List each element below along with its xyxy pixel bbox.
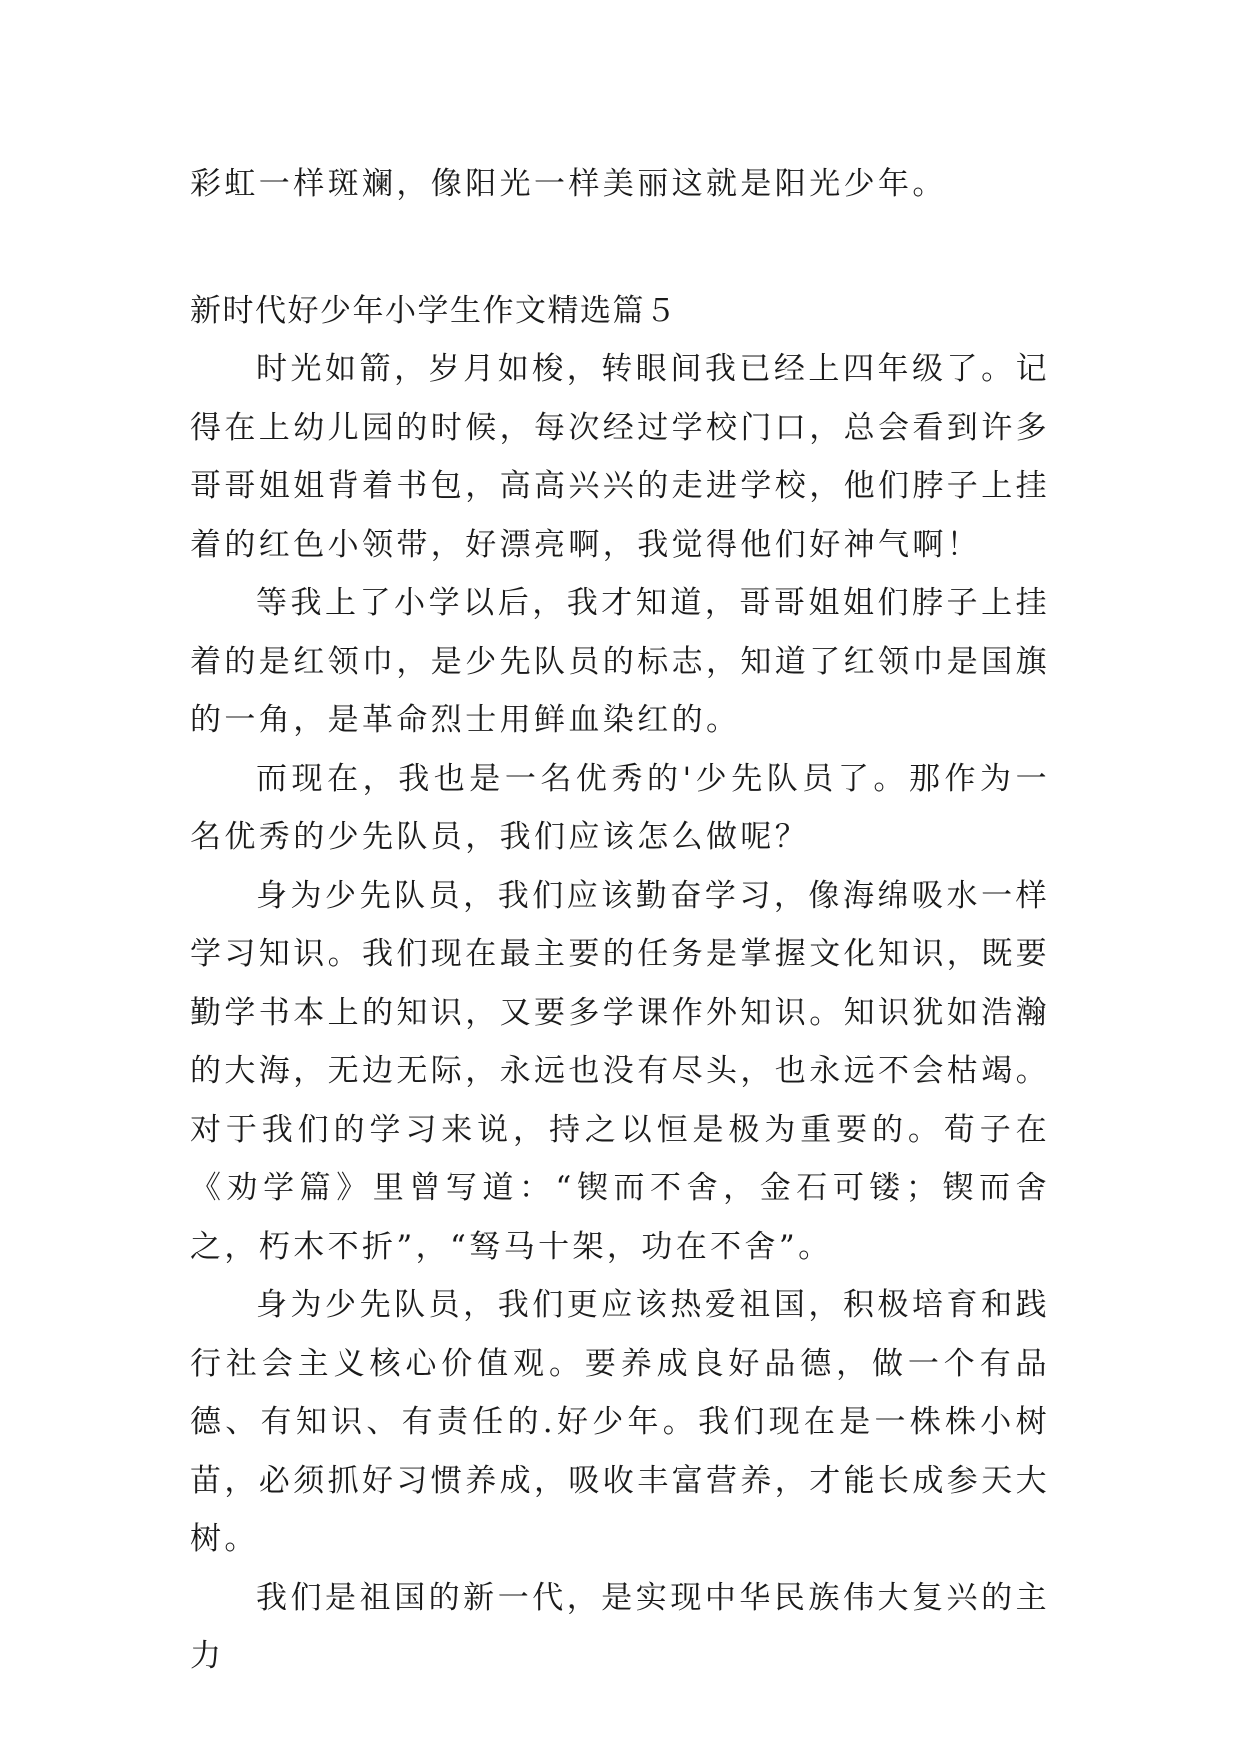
- paragraph-2: 等我上了小学以后，我才知道，哥哥姐姐们脖子上挂着的是红领巾，是少先队员的标志，知道了红领巾是国旗的一角，是革命烈士用鲜血染红的。: [190, 585, 1050, 738]
- section-heading: 新时代好少年小学生作文精选篇５: [190, 292, 678, 329]
- carryover-paragraph: 彩虹一样斑斓，像阳光一样美丽这就是阳光少年。: [190, 166, 947, 202]
- paragraph-3: 而现在，我也是一名优秀的'少先队员了。那作为一名优秀的少先队员，我们应该怎么做呢？: [190, 760, 1050, 855]
- paragraph-4: 身为少先队员，我们应该勤奋学习，像海绵吸水一样学习知识。我们现在最主要的任务是掌握文化知识，既要勤学书本上的知识，又要多学课作外知识。知识犹如浩瀚的大海，无边无际，永远也没有尽头，也永远不会枯竭。对于我们的学习来说，持之以恒是极为重要的。荀子在《劝学篇》里曾写道：“锲而不舍，金石可镂；锲而舍之，朽木不折”，“驽马十架，功在不舍”。: [190, 877, 1050, 1265]
- paragraph-5: 身为少先队员，我们更应该热爱祖国，积极培育和践行社会主义核心价值观。要养成良好品德，做一个有品德、有知识、有责任的.好少年。我们现在是一株株小树苗，必须抓好习惯养成，吸收丰富营养，才能长成参天大树。: [190, 1287, 1050, 1557]
- paragraph-1: 时光如箭，岁月如梭，转眼间我已经上四年级了。记得在上幼儿园的时候，每次经过学校门口，总会看到许多哥哥姐姐背着书包，高高兴兴的走进学校，他们脖子上挂着的红色小领带，好漂亮啊，我觉得他们好神气啊！: [190, 351, 1050, 563]
- paragraph-6: 我们是祖国的新一代，是实现中华民族伟大复兴的主力: [190, 1579, 1050, 1674]
- document-body: [190, 155, 1050, 1686]
